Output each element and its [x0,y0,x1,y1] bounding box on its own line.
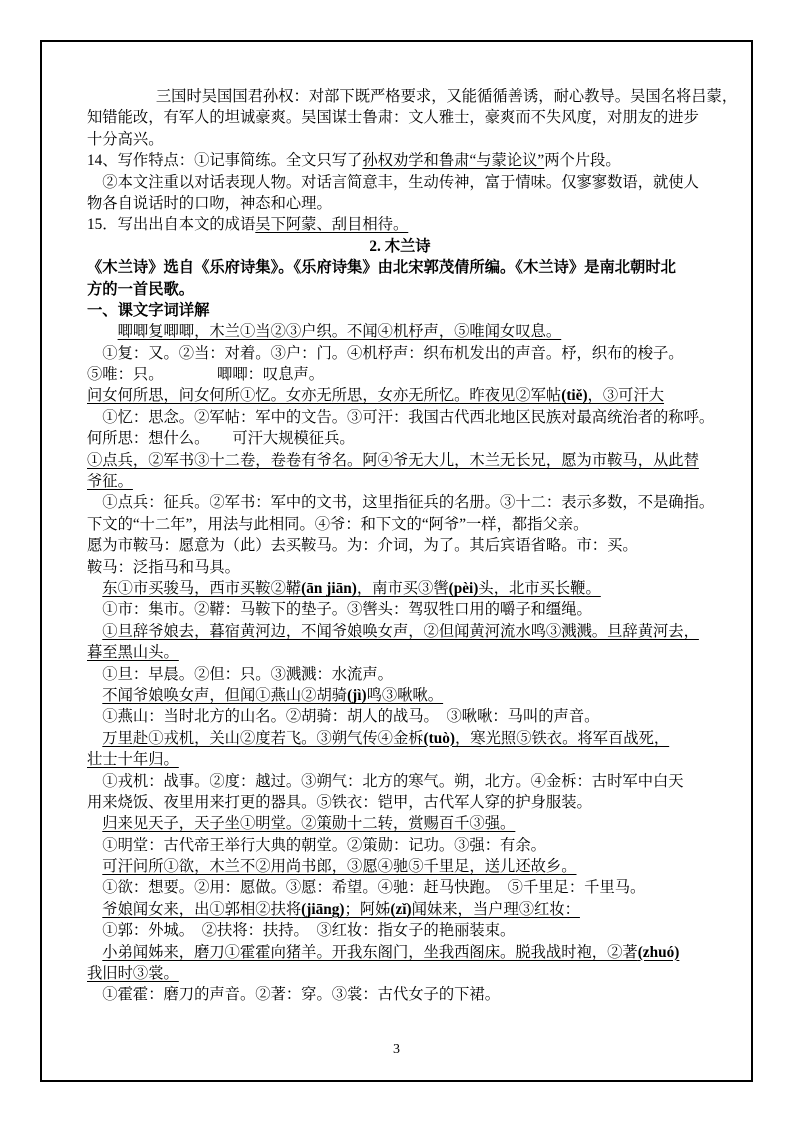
underlined-text: 问女何所思，问女何所①忆。女亦无所思，女亦无所忆。昨夜见②军帖 [87,387,562,405]
text-segment: ①市：集市。②鞯：马鞍下的垫子。③辔头：驾驭牲口用的嚼子和缰绳。 [102,601,592,619]
doc-line [87,214,713,235]
doc-line [87,792,713,813]
underlined-text: ；阿姊 [344,900,391,918]
doc-line [87,129,713,150]
text-segment: ①旦：早晨。②但：只。③溅溅：水流声。 [102,665,393,683]
underlined-text: (pèi) [448,579,479,597]
text-segment: 愿为市鞍马：愿意为（此）去买鞍马。为：介词，为了。其后宾语省略。市：买。 [87,537,638,555]
text-segment: 《木兰诗》选自《乐府诗集》。《乐府诗集》由北宋郭茂倩所编。《木兰诗》是南北朝时北 [87,259,676,277]
underlined-text: 暮至黑山头。 [87,644,179,662]
text-segment: 物各自说话时的口吻，神态和心理。 [87,194,332,212]
doc-line [87,428,713,449]
underlined-text: 唧唧复唧唧，木兰①当②③户织。不闻④机杼声，⑤唯闻女叹息。 [117,323,562,341]
underlined-text: (jì) [347,686,367,704]
underlined-text: 头，北市买长鞭。 [478,579,601,597]
text-segment: 14、写作特点：①记事简练。全文只写了 [87,152,363,170]
doc-line [87,257,713,278]
underlined-text: 我旧时③裳。 [87,965,179,983]
doc-line [87,279,713,300]
text-segment: ⑤唯：只。 唧唧：叹息声。 [87,366,325,384]
doc-line [87,172,713,193]
doc-line [87,492,713,513]
doc-line [87,150,713,171]
text-segment: ①霍霍：磨刀的声音。②著：穿。③裳：古代女子的下裙。 [102,986,501,1004]
doc-line [87,706,713,727]
doc-line [87,193,713,214]
doc-line [87,728,713,749]
text-segment: 十分高兴。 [87,130,164,148]
doc-line [87,877,713,898]
page-number: 3 [393,1042,400,1057]
doc-line [87,385,713,406]
text-segment: ①戎机：战事。②度：越过。③朔气：北方的寒气。朔，北方。④金柝：古时军中白天 [102,772,684,790]
subsection-heading [87,300,713,321]
doc-line [87,920,713,941]
document-body [87,86,738,1006]
doc-line [87,899,713,920]
doc-line [87,963,713,984]
doc-line [87,664,713,685]
text-segment: 用来烧饭、夜里用来打更的器具。⑤铁衣：铠甲，古代军人穿的护身服装。 [87,793,592,811]
underlined-text: 闻妹来，当户理③红妆： [411,900,580,918]
underlined-text: (zhuó) [637,943,680,961]
doc-line [87,107,713,128]
text-segment: ①点兵：征兵。②军书：军中的文书，这里指征兵的名册。③十二：表示多数，不是确指。 [102,494,715,512]
text-segment: 两个片段。 [544,152,621,170]
text-segment: 下文的“十二年”，用法与此相同。④爷：和下文的“阿爷”一样，都指父亲。 [87,515,589,533]
underlined-text: 壮士十年归。 [87,751,179,769]
underlined-text: 鸣③啾啾。 [366,686,444,704]
text-segment: 一、课文字词详解 [87,301,210,319]
underlined-text: 爷娘闻女来，出①郭相②扶将 [102,900,302,918]
doc-line [87,535,713,556]
underlined-text: ，③可汗大 [587,387,665,405]
text-segment: ②本文注重以对话表现人物。对话言简意丰，生动传神，富于情味。仅寥寥数语，就使人 [102,173,699,191]
section-title [87,236,713,257]
underlined-text: ①旦辞爷娘去，暮宿黄河边，不闻爷娘唤女声，②但闻黄河流水鸣③溅溅。旦辞黄河去， [102,622,699,640]
doc-line [87,835,713,856]
underlined-text: ①点兵，②军书③十二卷，卷卷有爷名。阿④爷无大儿，木兰无长兄，愿为市鞍马，从此替 [87,451,699,469]
underlined-text: (ān jiān) [301,579,357,597]
doc-line [87,471,713,492]
doc-line [87,514,713,535]
doc-line [87,86,738,107]
text-segment: 三国时吴国国君孙权：对部下既严格要求，又能循循善诱，耐心教导。吴国名将吕蒙， [155,88,738,105]
underlined-text: 吴下阿蒙、刮目相待。 [255,216,409,234]
underlined-text: (zǐ) [390,900,412,918]
doc-line [87,813,713,834]
underlined-text: ，南市买③辔 [356,579,449,597]
text-segment: ①复：又。②当：对着。③户：门。④机杼声：织布机发出的声音。杼，织布的梭子。 [102,344,684,362]
text-segment: 鞍马：泛指马和马具。 [87,558,240,576]
text-segment: 方的一首民歌。 [87,280,195,298]
underlined-text: 小弟闻姊来，磨刀①霍霍向猪羊。开我东阁门，坐我西阁床。脱我战时袍，②著 [102,943,638,961]
text-segment: ①燕山：当时北方的山名。②胡骑：胡人的战马。 ③啾啾：马叫的声音。 [102,708,600,726]
doc-line [87,685,713,706]
underlined-text: (jiāng) [301,900,345,918]
doc-line [87,557,713,578]
doc-line [87,321,713,342]
doc-line [87,771,713,792]
text-segment: ①明堂：古代帝王举行大典的朝堂。②策勋：记功。③强：有余。 [102,836,546,854]
underlined-text: (tuò) [423,729,455,747]
underlined-text: 可汗问所①欲，木兰不②用尚书郎，③愿④驰⑤千里足，送儿还故乡。 [102,858,577,876]
text-segment: 15．写出出自本文的成语 [87,216,256,234]
text-segment: ①郭：外城。 ②扶将：扶持。 ③红妆：指女子的艳丽装束。 [102,922,516,940]
underlined-text: ，寒光照⑤铁衣。将军百战死， [455,729,670,747]
doc-line [87,942,713,963]
doc-line [87,642,713,663]
text-segment: ①忆：思念。②军帖：军中的文告。③可汗：我国古代西北地区民族对最高统治者的称呼。 [102,408,715,426]
underlined-text: (tiě) [561,387,588,405]
doc-line [87,856,713,877]
doc-line [87,364,713,385]
underlined-text: 万里赴①戎机，关山②度若飞。③朔气传④金柝 [102,729,424,747]
doc-line [87,407,713,428]
text-segment: ①欲：想要。②用：愿做。③愿：希望。④驰：赶马快跑。 ⑤千里足：千里马。 [102,879,646,897]
text-segment: 何所思：想什么。 可汗大规模征兵。 [87,430,355,448]
doc-line [87,984,713,1005]
doc-line [87,621,713,642]
underlined-text: 孙权劝学和鲁肃“与蒙论议” [362,152,545,170]
doc-line [87,599,713,620]
doc-line [87,450,713,471]
underlined-text: 东①市买骏马，西市买鞍②鞯 [102,579,302,597]
text-segment: 知错能改，有军人的坦诚豪爽。吴国谋士鲁肃：文人雅士，豪爽而不失风度，对朋友的进步 [87,109,699,127]
doc-line [87,578,713,599]
doc-line [87,343,713,364]
text-segment: 2. 木兰诗 [369,237,431,255]
underlined-text: 爷征。 [87,473,133,491]
doc-line [87,749,713,770]
underlined-text: 归来见天子，天子坐①明堂。②策勋十二转，赏赐百千③强。 [102,815,516,833]
underlined-text: 不闻爷娘唤女声，但闻①燕山②胡骑 [102,686,348,704]
